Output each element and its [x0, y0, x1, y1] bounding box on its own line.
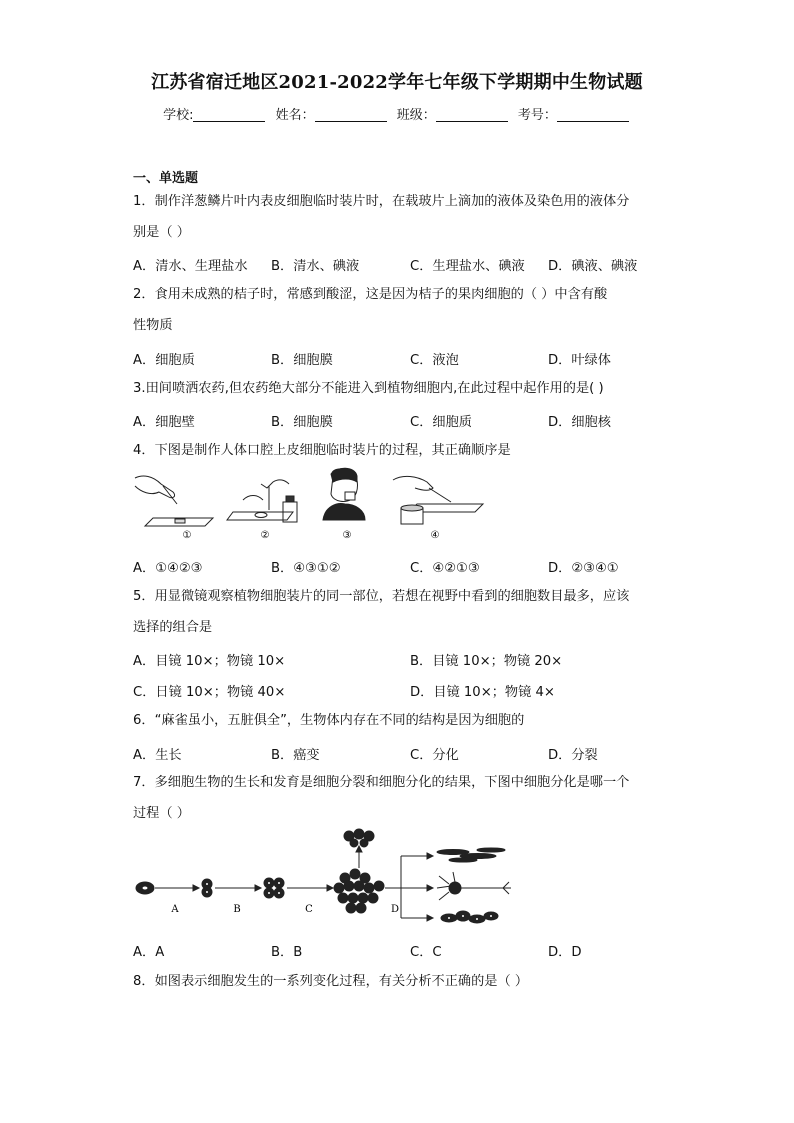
question-1-stem: 1．制作洋葱鳞片叶内表皮细胞临时装片时，在载玻片上滴加的液体及染色用的液体分 别是（ ） [133, 194, 630, 240]
figure-label-4: ④ [430, 530, 440, 541]
epithelial-cells [441, 911, 498, 923]
option[interactable]: A．①④②③ [133, 561, 203, 576]
question-7-options [133, 941, 673, 961]
option[interactable]: C．日镜 10×；物镜 40× [133, 685, 286, 700]
option[interactable]: B．清水、碘液 [271, 259, 360, 274]
question-7-stem: 7．多细胞生物的生长和发育是细胞分裂和细胞分化的结果，下图中细胞分化是哪一个 过程（ ） [133, 775, 630, 821]
name-field[interactable] [315, 107, 387, 122]
boy-rinsing-mouth-icon [323, 468, 365, 520]
question-4-stem: 4．下图是制作人体口腔上皮细胞临时装片的过程，其正确顺序是 [133, 443, 511, 458]
option[interactable]: A．细胞质 [133, 353, 195, 368]
question-2-stem: 2．食用未成熟的桔子时，常感到酸涩，这是因为桔子的果肉细胞的（ ）中含有酸 性物质 [133, 287, 608, 333]
name-label: 姓名： [275, 108, 315, 123]
option[interactable]: C．液泡 [410, 353, 459, 368]
question-2-options [133, 349, 673, 369]
question-3-stem: 3.田间喷洒农药,但农药绝大部分不能进入到植物细胞内,在此过程中起作用的是( ) [133, 381, 604, 396]
question-1-options [133, 255, 673, 275]
question-5-options-row2 [133, 681, 673, 701]
option[interactable]: D．②③④① [548, 561, 619, 576]
option[interactable]: C．生理盐水、碘液 [410, 259, 525, 274]
hand-swab-icon [393, 476, 483, 524]
option[interactable]: A．A [133, 945, 165, 960]
option[interactable]: D．细胞核 [548, 415, 611, 430]
option[interactable]: B．目镜 10×；物镜 20× [410, 654, 563, 669]
option[interactable]: D．分裂 [548, 748, 598, 763]
cell-cluster [334, 869, 384, 913]
neuron-cell [437, 872, 511, 900]
dropper-bottle-icon [227, 480, 297, 522]
step-label-c: C [305, 904, 313, 915]
cell-division-diagram [133, 828, 523, 924]
step-label-d: D [390, 904, 400, 915]
option[interactable]: A．细胞壁 [133, 415, 195, 430]
option[interactable]: A．清水、生理盐水 [133, 259, 248, 274]
oral-cell-slide-figure [133, 466, 493, 544]
figure-label-1: ① [182, 530, 192, 541]
number-field[interactable] [557, 107, 629, 122]
step-label-b: B [233, 904, 241, 915]
option[interactable]: A．生长 [133, 748, 182, 763]
option[interactable]: D．D [548, 945, 582, 960]
student-info-line [0, 104, 794, 123]
section-heading: 一、单选题 [133, 171, 199, 186]
option[interactable]: C．C [410, 945, 442, 960]
option[interactable]: A．目镜 10×；物镜 10× [133, 654, 286, 669]
school-field[interactable] [193, 107, 265, 122]
figure-label-3: ③ [342, 530, 352, 541]
question-4-options [133, 557, 673, 577]
number-label: 考号： [517, 108, 557, 123]
option[interactable]: D．叶绿体 [548, 353, 611, 368]
option[interactable]: B．B [271, 945, 303, 960]
question-5-stem: 5．用显微镜观察植物细胞装片的同一部位，若想在视野中看到的细胞数目最多，应该 选择的组合是 [133, 589, 630, 635]
question-6-stem: 6．“麻雀虽小，五脏俱全”，生物体内存在不同的结构是因为细胞的 [133, 713, 525, 728]
question-6-options [133, 744, 673, 764]
hand-pipette-icon [135, 476, 213, 526]
step-label-a: A [171, 904, 179, 915]
option[interactable]: D．碘液、碘液 [548, 259, 638, 274]
class-label: 班级： [396, 108, 436, 123]
option[interactable]: C．细胞质 [410, 415, 472, 430]
option[interactable]: B．癌变 [271, 748, 320, 763]
muscle-cells [437, 848, 505, 862]
page-title: 江苏省宿迁地区2021-2022学年七年级下学期期中生物试题 [151, 72, 643, 93]
question-8-stem: 8．如图表示细胞发生的一系列变化过程，有关分析不正确的是（ ） [133, 974, 529, 989]
option[interactable]: C．④②①③ [410, 561, 480, 576]
figure-label-2: ② [260, 530, 270, 541]
question-5-options-row1 [133, 650, 673, 670]
option[interactable]: D．目镜 10×；物镜 4× [410, 685, 555, 700]
class-field[interactable] [436, 107, 508, 122]
school-label: 学校: [163, 108, 194, 123]
question-3-options [133, 411, 673, 431]
option[interactable]: B．④③①② [271, 561, 341, 576]
option[interactable]: B．细胞膜 [271, 353, 333, 368]
option[interactable]: C．分化 [410, 748, 459, 763]
option[interactable]: B．细胞膜 [271, 415, 333, 430]
